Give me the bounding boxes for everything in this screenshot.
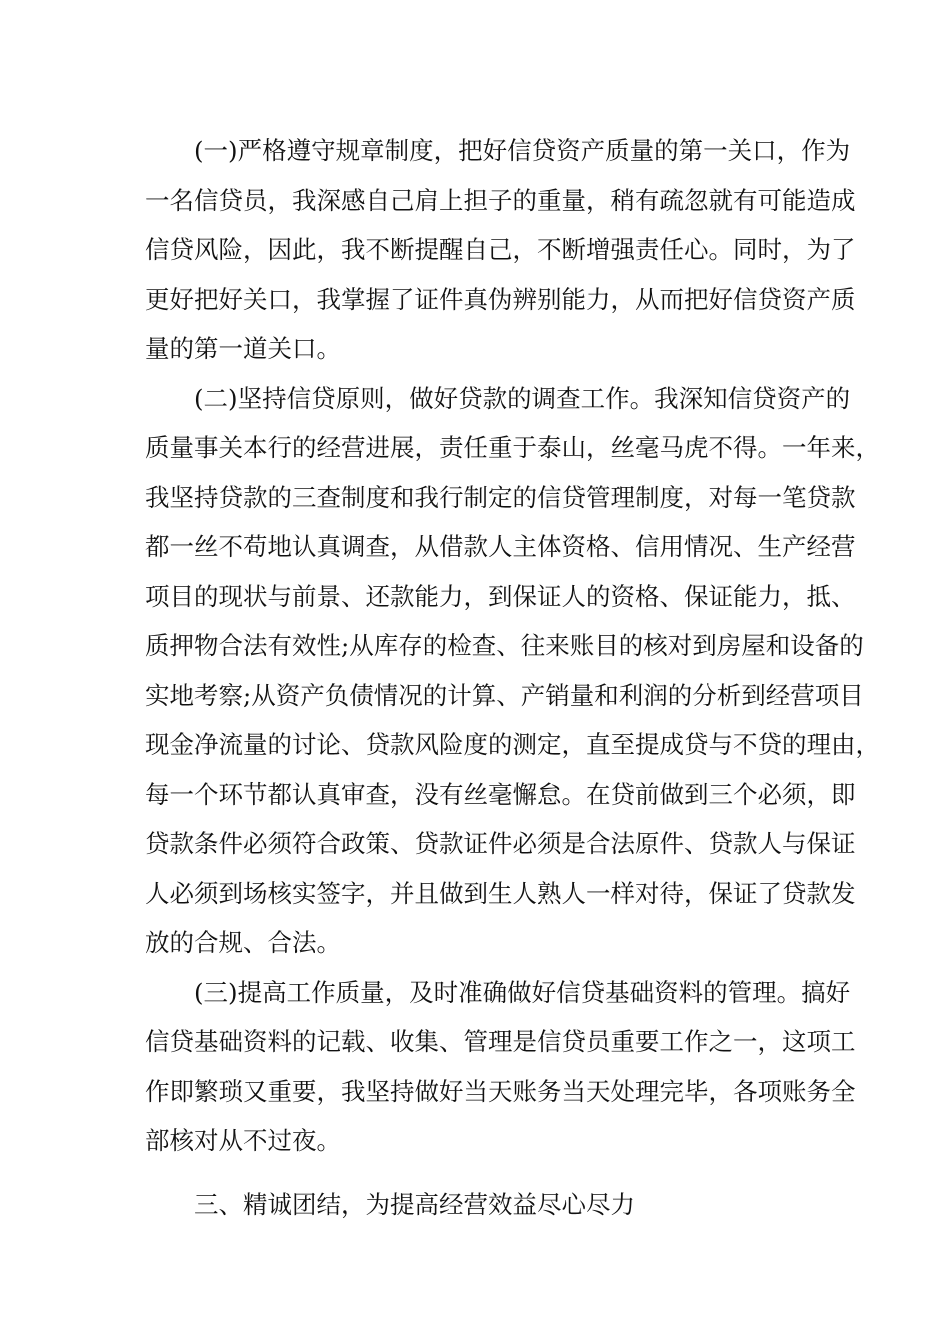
text-line: 质押物合法有效性;从库存的检查、往来账目的核对到房屋和设备的	[145, 631, 864, 660]
text-line: 项目的现状与前景、还款能力，到保证人的资格、保证能力，抵、	[145, 581, 856, 611]
text-line: (一)严格遵守规章制度，把好信贷资产质量的第一关口，作为	[194, 136, 851, 165]
text-line: 质量事关本行的经营进展，责任重于泰山，丝毫马虎不得。一年来，	[145, 433, 880, 462]
text-line: 实地考察;从资产负债情况的计算、产销量和利润的分析到经营项目	[145, 680, 864, 710]
text-line: 放的合规、合法。	[145, 928, 341, 957]
document-body	[145, 126, 880, 1229]
paragraph-3	[145, 968, 856, 1166]
section-gap	[145, 1166, 809, 1180]
text-line: 都一丝不苟地认真调查，从借款人主体资格、信用情况、生产经营	[145, 532, 856, 561]
text-line: 一名信贷员，我深感自己肩上担子的重量，稍有疏忽就有可能造成	[145, 185, 856, 215]
text-line: 我坚持贷款的三查制度和我行制定的信贷管理制度，对每一笔贷款	[145, 482, 856, 512]
text-line: 更好把好关口，我掌握了证件真伪辨别能力，从而把好信贷资产质	[145, 284, 856, 314]
text-line: 每一个环节都认真审查，没有丝毫懈怠。在贷前做到三个必须，即	[145, 779, 856, 809]
text-line: 量的第一道关口。	[145, 334, 341, 363]
paragraph-2	[145, 374, 880, 968]
section-heading-3	[145, 1180, 809, 1230]
text-line: 人必须到场核实签字，并且做到生人熟人一样对待，保证了贷款发	[145, 878, 856, 908]
text-line: (二)坚持信贷原则，做好贷款的调查工作。我深知信贷资产的	[194, 383, 851, 413]
text-line: 信贷基础资料的记载、收集、管理是信贷员重要工作之一，这项工	[145, 1027, 856, 1056]
text-line: 作即繁琐又重要，我坚持做好当天账务当天处理完毕，各项账务全	[145, 1076, 856, 1106]
text-line: 部核对从不过夜。	[145, 1126, 341, 1155]
text-line: (三)提高工作质量，及时准确做好信贷基础资料的管理。搞好	[194, 977, 851, 1007]
text-line: 现金净流量的讨论、贷款风险度的测定，直至提成贷与不贷的理由，	[145, 730, 880, 759]
text-line: 信贷风险，因此，我不断提醒自己，不断增强责任心。同时，为了	[145, 235, 856, 264]
text-line: 贷款条件必须符合政策、贷款证件必须是合法原件、贷款人与保证	[145, 829, 856, 858]
paragraph-1	[145, 126, 856, 374]
section-heading: 三、精诚团结，为提高经营效益尽心尽力	[194, 1189, 635, 1219]
